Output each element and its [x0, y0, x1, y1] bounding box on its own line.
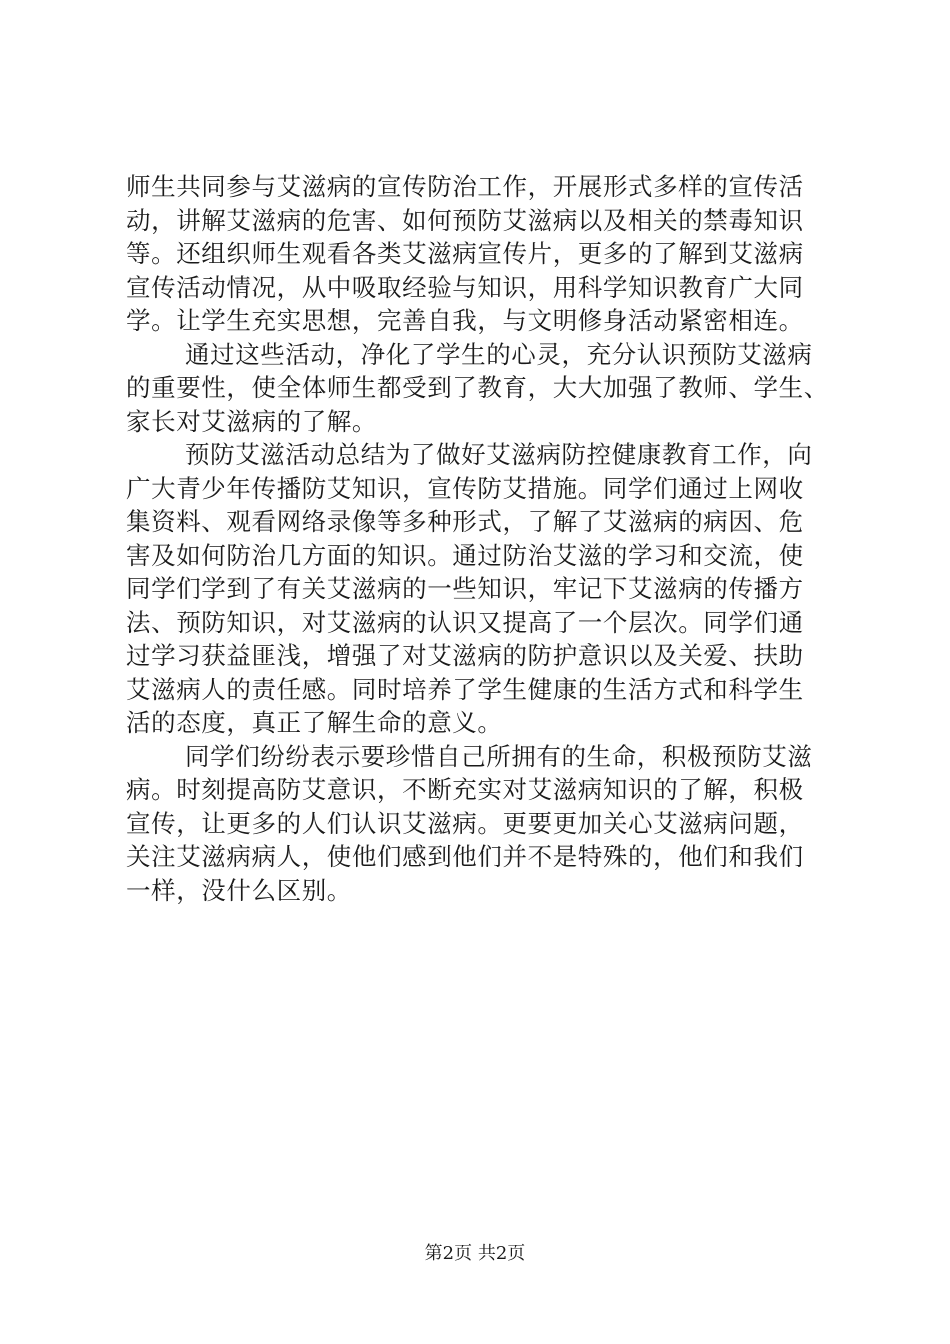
text-line: 害及如何防治几方面的知识。通过防治艾滋的学习和交流，使 — [126, 540, 804, 570]
text-line: 艾滋病人的责任感。同时培养了学生健康的生活方式和科学生 — [126, 674, 804, 704]
document-body — [126, 170, 832, 907]
text-line: 一样，没什么区别。 — [126, 875, 352, 905]
text-line: 病。时刻提高防艾意识，不断充实对艾滋病知识的了解，积极 — [126, 775, 804, 804]
text-line: 师生共同参与艾滋病的宣传防治工作，开展形式多样的宣传活 — [126, 172, 804, 201]
paragraph-start-line: 同学们纷纷表示要珍惜自己所拥有的生命，积极预防艾滋 — [185, 741, 813, 771]
text-line: 学。让学生充实思想，完善自我，与文明修身活动紧密相连。 — [126, 306, 804, 335]
text-line: 动，讲解艾滋病的危害、如何预防艾滋病以及相关的禁毒知识 — [126, 205, 804, 235]
text-line: 过学习获益匪浅，增强了对艾滋病的防护意识以及关爱、扶助 — [126, 641, 804, 670]
text-line: 宣传，让更多的人们认识艾滋病。更要更加关心艾滋病问题， — [126, 808, 804, 838]
text-line: 同学们学到了有关艾滋病的一些知识，牢记下艾滋病的传播方 — [126, 574, 804, 603]
paragraph-start-line: 预防艾滋活动总结为了做好艾滋病防控健康教育工作，向 — [185, 440, 813, 469]
text-line: 法、预防知识，对艾滋病的认识又提高了一个层次。同学们通 — [126, 607, 804, 637]
page-number-footer: 第2页 共2页 — [424, 1243, 526, 1264]
text-line: 的重要性，使全体师生都受到了教育，大大加强了教师、学生、 — [126, 373, 829, 402]
text-line: 宣传活动情况，从中吸取经验与知识，用科学知识教育广大同 — [126, 272, 804, 302]
text-line: 广大青少年传播防艾知识，宣传防艾措施。同学们通过上网收 — [126, 473, 804, 503]
text-line: 家长对艾滋病的了解。 — [126, 406, 377, 436]
paragraph-start-line: 通过这些活动，净化了学生的心灵，充分认识预防艾滋病 — [185, 339, 813, 369]
text-line: 集资料、观看网络录像等多种形式，了解了艾滋病的病因、危 — [126, 507, 804, 536]
text-line: 等。还组织师生观看各类艾滋病宣传片，更多的了解到艾滋病 — [126, 239, 804, 268]
text-line: 活的态度，真正了解生命的意义。 — [126, 708, 503, 737]
text-line: 关注艾滋病病人，使他们感到他们并不是特殊的，他们和我们 — [126, 842, 804, 871]
